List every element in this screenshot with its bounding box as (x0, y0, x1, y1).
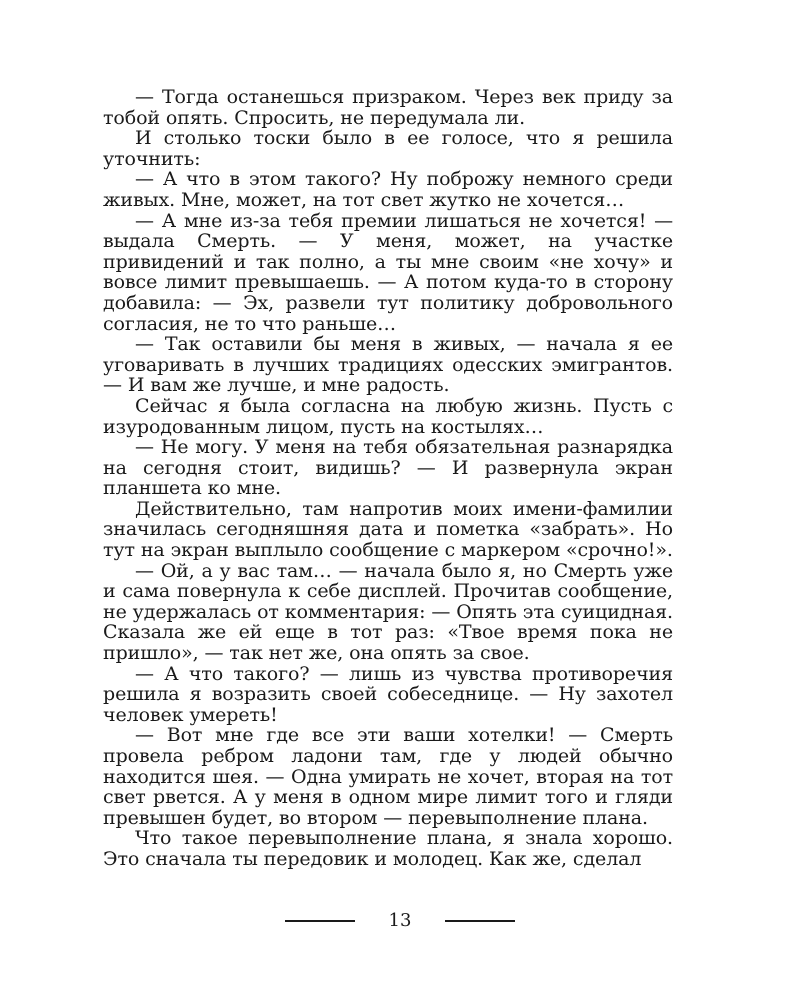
paragraph: — Вот мне где все эти ваши хотелки! — Смерть провела ребром ладони там, где у людей обычно находится шея. — Одна умирать не хочет, вторая на тот свет рвется. А у меня в одном мире лимит того и гляди превышен будет, во втором — перевыполнение плана. (103, 724, 673, 829)
paragraph: Сейчас я была согласна на любую жизнь. Пусть с изуродованным лицом, пусть на костылях… (103, 394, 673, 438)
paragraph: — Ой, а у вас там… — начала было я, но Смерть уже и сама повернула к себе дисплей. Прочитав сообщение, не удержалась от комментария: — Опять эта суицидная. Сказала же ей еще в тот раз: «Твое время пока не пришло», — так нет же, она опять за свое. (103, 559, 673, 665)
paragraph: И столько тоски было в ее голосе, что я решила уточнить: (103, 127, 673, 170)
paragraph: — Так оставили бы меня в живых, — начала я ее уговаривать в лучших традициях одесских эмигрантов. — И вам же лучше, и мне радость. (103, 333, 673, 397)
paragraph: — Не могу. У меня на тебя обязательная разнарядка на сегодня стоит, видишь? — И развернула экран планшета ко мне. (103, 436, 673, 500)
page-footer (0, 910, 800, 931)
footer-rule-right (445, 920, 515, 922)
paragraph: — А что такого? — лишь из чувства противоречия решила я возразить своей собеседнице. — Ну захотел человек умереть! (103, 662, 673, 726)
paragraph: — А мне из-за тебя премии лишаться не хочется! — выдала Смерть. — У меня, может, на участке привидений и так полно, а ты мне своим «не хочу» и вовсе лимит превышаешь. — А потом куда-то в сторону добавила: — Эх, развели тут политику добровольного согласия, не то что раньше… (103, 209, 673, 335)
footer-rule-left (285, 920, 355, 922)
body-text (103, 87, 673, 870)
page-number: 13 (388, 910, 412, 931)
paragraph: — Тогда останешься призраком. Через век приду за тобой опять. Спросить, не передумала ли. (103, 86, 673, 129)
paragraph: Что такое перевыполнение плана, я знала хорошо. Это сначала ты передовик и молодец. Как же, сделал (103, 827, 673, 870)
paragraph: Действительно, там напротив моих имени-фамилии значилась сегодняшняя дата и пометка «забрать». Но тут на экран выплыло сообщение с маркером «срочно!». (103, 497, 673, 562)
paragraph: — А что в этом такого? Ну поброжу немного среди живых. Мне, может, на тот свет жутко не хочется… (103, 168, 673, 211)
